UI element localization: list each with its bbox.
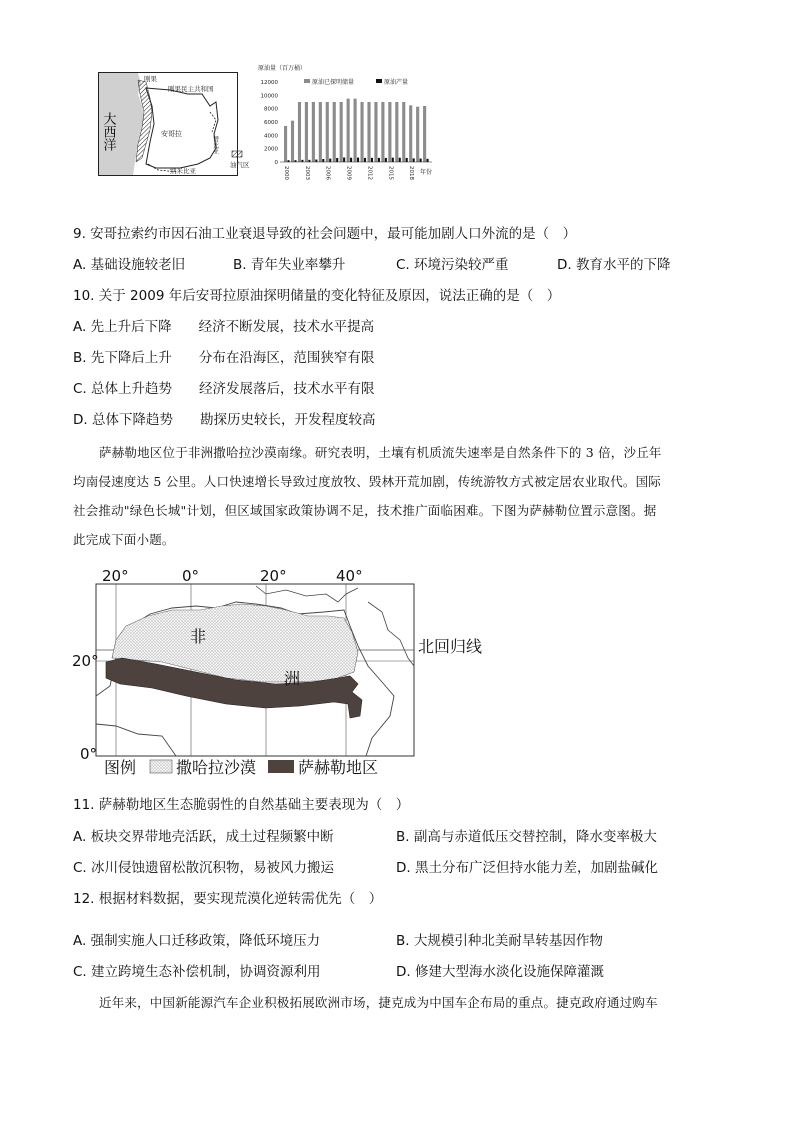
bar-production — [371, 158, 373, 162]
bar-production — [357, 158, 359, 162]
bar-reserves — [367, 102, 370, 162]
sahel-map — [72, 566, 496, 782]
x-tick-label: 2009 — [345, 166, 352, 180]
q12-option-a[interactable]: A. 强制实施人口迁移政策，降低环境压力 — [73, 933, 321, 949]
oil-chart — [250, 62, 440, 182]
bar-production — [420, 159, 422, 162]
q9-option-b[interactable]: B. 青年失业率攀升 — [233, 257, 346, 273]
map-label-namibia: 纳米比亚 — [170, 167, 196, 175]
map-label-zambia: 赞比亚 — [211, 136, 219, 154]
bar-production — [364, 158, 366, 162]
lat-label-20n: 20° — [72, 652, 99, 670]
q10-stem: 10. 关于 2009 年后安哥拉原油探明储量的变化特征及原因，说法正确的是（ ） — [73, 288, 561, 304]
q11-option-c[interactable]: C. 冰川侵蚀遗留松散沉积物，易被风力搬运 — [73, 860, 335, 876]
bar-production — [427, 159, 429, 162]
angola-map — [98, 72, 238, 176]
passage-line: 近年来，中国新能源汽车企业积极拓展欧洲市场，捷克成为中国车企布局的重点。捷克政府通过购车 — [99, 995, 658, 1010]
bar-production — [336, 158, 338, 162]
q10-option-b[interactable]: B. 先下降后上升 分布在沿海区，范围狭窄有限 — [73, 350, 375, 366]
bar-reserves — [388, 102, 391, 162]
bar-reserves — [360, 102, 363, 162]
map-label-congo: 刚果 — [144, 75, 157, 83]
continent-label-fei: 非 — [190, 627, 207, 646]
bar-production — [399, 158, 401, 162]
q10-option-d[interactable]: D. 总体下降趋势 勘探历史较长，开发程度较高 — [73, 412, 376, 428]
y-tick-label: 4000 — [264, 133, 278, 140]
bar-production — [329, 159, 331, 162]
q11-option-a[interactable]: A. 板块交界带地壳活跃，成土过程频繁中断 — [73, 829, 334, 845]
x-axis-label: 年份 — [420, 169, 433, 176]
bar-reserves — [381, 102, 384, 162]
bar-reserves — [333, 102, 336, 162]
tropic-of-cancer-label: 北回归线 — [418, 637, 483, 656]
bar-production — [308, 160, 310, 162]
legend-swatch-reserves — [304, 79, 310, 83]
bar-production — [392, 158, 394, 162]
bar-production — [301, 160, 303, 162]
legend-sahel-swatch — [268, 760, 294, 773]
y-tick-label: 8000 — [264, 106, 278, 113]
y-axis-label: 原油量（百万桶） — [258, 65, 307, 72]
oil-gas-legend-swatch — [232, 151, 242, 157]
x-tick-label: 2003 — [303, 166, 310, 180]
lon-label-40e: 40° — [336, 567, 363, 585]
legend-label-production: 原油产量 — [384, 79, 409, 86]
bar-reserves — [284, 126, 287, 162]
q9-option-c[interactable]: C. 环境污染较严重 — [396, 257, 509, 273]
bar-reserves — [312, 102, 315, 162]
bar-reserves — [423, 106, 426, 162]
map-label-angola: 安哥拉 — [161, 130, 182, 138]
bar-reserves — [409, 105, 412, 162]
y-tick-label: 2000 — [264, 146, 278, 153]
bar-reserves — [291, 121, 294, 162]
q9-option-d[interactable]: D. 教育水平的下降 — [557, 257, 671, 273]
bar-production — [350, 158, 352, 162]
bar-reserves — [326, 102, 329, 162]
lon-label-20w: 20° — [102, 567, 129, 585]
bar-reserves — [395, 102, 398, 162]
legend-label-reserves: 原油已探明储量 — [312, 79, 355, 86]
sahel-passage — [73, 438, 723, 554]
q12-stem: 12. 根据材料数据，要实现荒漠化逆转需优先（ ） — [73, 891, 383, 907]
y-tick-label: 6000 — [264, 120, 278, 126]
passage-line: 萨赫勒地区位于非洲撒哈拉沙漠南缘。研究表明，土壤有机质流失速率是自然条件下的 3 倍，沙丘年 — [99, 445, 662, 460]
q11-stem: 11. 萨赫勒地区生态脆弱性的自然基础主要表现为（ ） — [73, 797, 410, 813]
legend-desert-label: 撒哈拉沙漠 — [176, 758, 257, 777]
passage-line: 社会推动"绿色长城"计划，但区域国家政策协调不足，技术推广面临困难。下图为萨赫勒位置示意图。据 — [73, 503, 657, 518]
bar-reserves — [416, 107, 419, 162]
bar-production — [385, 158, 387, 162]
q9-stem: 9. 安哥拉索约市因石油工业衰退导致的社会问题中，最可能加剧人口外流的是（ ） — [73, 226, 577, 242]
bar-production — [406, 158, 408, 162]
bar-production — [322, 159, 324, 162]
bar-reserves — [340, 102, 343, 162]
oil-gas-legend-label: 油气区 — [230, 161, 250, 169]
legend-title: 图例 — [104, 758, 137, 777]
bar-production — [315, 160, 317, 162]
q10-option-a[interactable]: A. 先上升后下降 经济不断发展，技术水平提高 — [73, 319, 375, 335]
y-tick-label: 0 — [274, 160, 278, 166]
bar-production — [378, 158, 380, 162]
bar-reserves — [354, 99, 357, 162]
legend-swatch-production — [376, 79, 382, 83]
bar-reserves — [298, 102, 301, 162]
passage-line: 此完成下面小题。 — [73, 532, 175, 547]
q10-option-c[interactable]: C. 总体上升趋势 经济发展落后，技术水平有限 — [73, 381, 375, 397]
y-tick-label: 12000 — [260, 80, 278, 86]
q12-option-d[interactable]: D. 修建大型海水淡化设施保障灌溉 — [396, 964, 604, 980]
bar-production — [343, 157, 345, 162]
lon-label-20e: 20° — [260, 567, 287, 585]
x-tick-label: 2018 — [408, 166, 415, 180]
bar-reserves — [402, 102, 405, 162]
bar-reserves — [305, 102, 308, 162]
q11-option-b[interactable]: B. 副高与赤道低压交替控制，降水变率极大 — [396, 829, 657, 845]
bar-reserves — [374, 102, 377, 162]
x-tick-label: 2015 — [387, 166, 394, 180]
legend-desert-swatch — [150, 760, 172, 773]
bar-production — [413, 158, 415, 162]
q9-option-a[interactable]: A. 基础设施较老旧 — [73, 257, 186, 273]
ocean-label: 大西洋 — [100, 112, 116, 151]
q12-option-c[interactable]: C. 建立跨境生态补偿机制，协调资源利用 — [73, 964, 321, 980]
lon-label-0: 0° — [182, 567, 200, 585]
map-label-drc: 刚果民主共和国 — [168, 85, 214, 93]
bar-reserves — [319, 102, 322, 162]
bar-reserves — [347, 99, 350, 162]
q12-option-b[interactable]: B. 大规模引种北美耐旱转基因作物 — [396, 933, 603, 949]
lat-label-0: 0° — [80, 745, 98, 763]
y-tick-label: 10000 — [260, 93, 278, 100]
passage-line: 均南侵速度达 5 公里。人口快速增长导致过度放牧、毁林开荒加剧，传统游牧方式被定居农业取代。国际 — [73, 474, 662, 489]
x-tick-label: 2006 — [324, 166, 331, 180]
x-tick-label: 2012 — [366, 166, 373, 180]
q11-option-d[interactable]: D. 黑土分布广泛但持水能力差，加剧盐碱化 — [396, 860, 658, 876]
czech-passage — [73, 988, 723, 1017]
continent-label-zhou: 洲 — [284, 669, 301, 688]
x-tick-label: 2000 — [283, 166, 289, 180]
legend-sahel-label: 萨赫勒地区 — [298, 758, 379, 777]
